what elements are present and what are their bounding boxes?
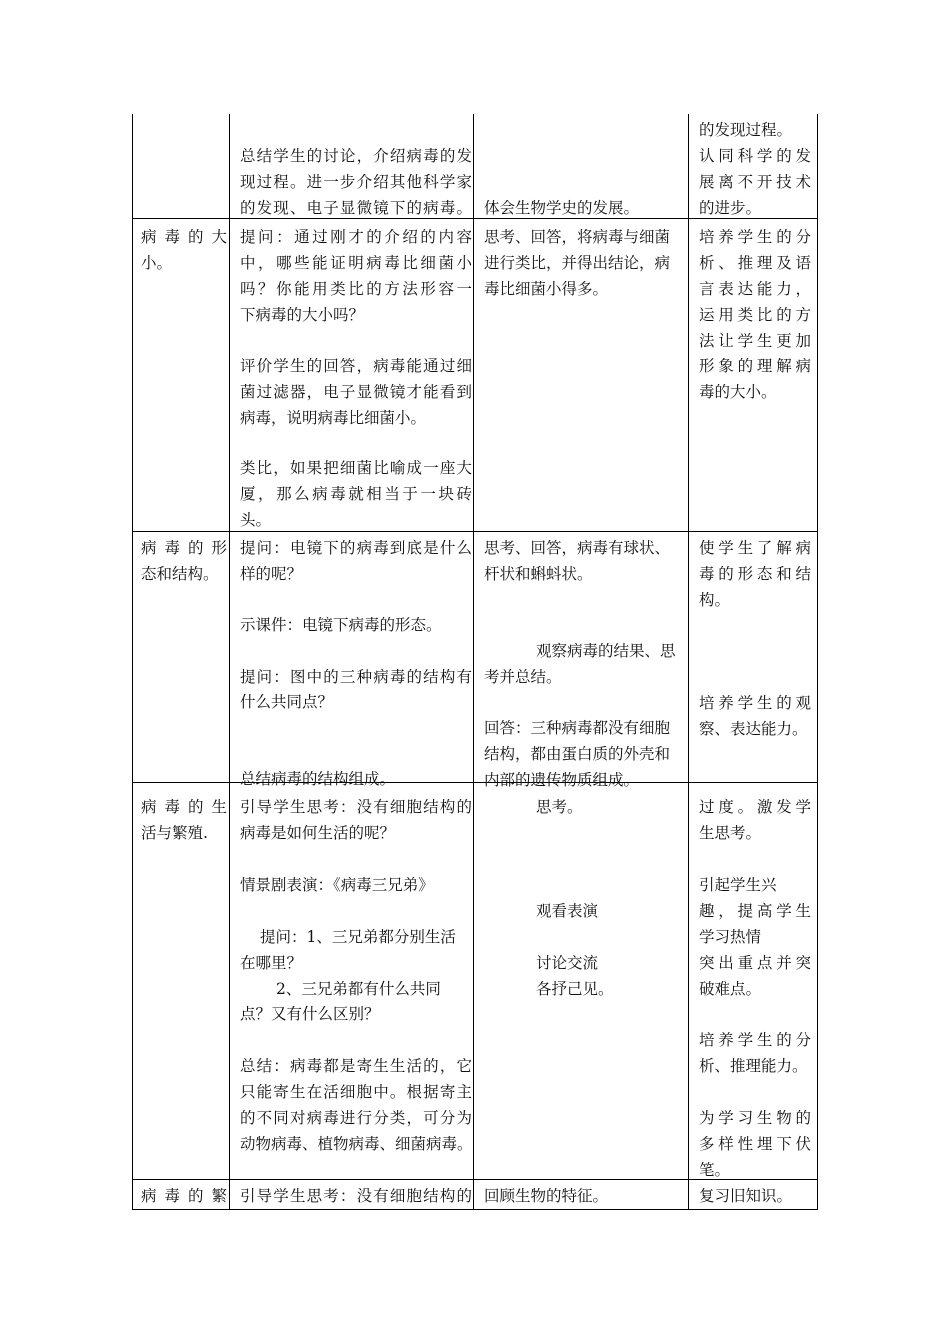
cell-text-line: 使学生了解病 bbox=[699, 539, 815, 557]
cell-text-line: 小。 bbox=[141, 254, 173, 272]
cell-text-line: 情景剧表演：《病毒三兄弟》 bbox=[240, 876, 434, 894]
cell-text-line: 言表达能力， bbox=[699, 280, 815, 298]
cell-text-line: 结构，都由蛋白质的外壳和 bbox=[484, 745, 671, 763]
cell-text-line: 杆状和蝌蚪状。 bbox=[484, 565, 593, 583]
cell-text-line: 活与繁殖. bbox=[141, 824, 208, 842]
cell-text-line: 复习旧知识。 bbox=[699, 1187, 793, 1205]
cell-text-line: 点？又有什么区别？ bbox=[240, 1005, 380, 1023]
cell-text-line: 总结病毒的结构组成。 bbox=[240, 770, 396, 788]
cell-text-line: 态和结构。 bbox=[141, 565, 219, 583]
cell-text-line: 样的呢？ bbox=[240, 565, 303, 583]
cell-text-line: 运用类比的方 bbox=[699, 306, 815, 324]
cell-text-line: 培养学生的分 bbox=[699, 228, 815, 246]
cell-text-line: 病毒，说明病毒比细菌小。 bbox=[240, 409, 427, 427]
cell-text-line: 析、推理及语 bbox=[699, 254, 815, 272]
cell-text-line: 2、三兄弟都有什么共同 bbox=[276, 980, 441, 998]
cell-text-line: 引导学生思考：没有细胞结构的 bbox=[240, 1187, 474, 1205]
cell-text-line: 思考、回答，将病毒与细菌 bbox=[484, 228, 671, 246]
cell-text-line: 示课件：电镜下病毒的形态。 bbox=[240, 616, 442, 634]
cell-text-line: 的发现、电子显微镜下的病毒。 bbox=[240, 199, 474, 217]
cell-text-line: 中，哪些能证明病毒比细菌小 bbox=[240, 254, 475, 272]
cell-text-line: 过度。激发学 bbox=[699, 798, 815, 816]
cell-text-line: 引导学生思考：没有细胞结构的 bbox=[240, 798, 474, 816]
cell-text-line: 破难点。 bbox=[699, 980, 762, 998]
cell-text-line: 的发现过程。 bbox=[699, 121, 793, 139]
cell-text-line: 多样性埋下伏 bbox=[699, 1135, 815, 1153]
cell-text-line: 提问：1、三兄弟都分别生活 bbox=[260, 928, 456, 946]
cell-text-line: 毒比细菌小得多。 bbox=[484, 280, 609, 298]
cell-text-line: 趣，提高学生 bbox=[699, 902, 815, 920]
cell-text-line: 病毒的大 bbox=[141, 228, 235, 246]
cell-text-line: 下病毒的大小吗？ bbox=[240, 306, 365, 324]
cell-text-line: 观看表演 bbox=[536, 902, 599, 920]
table-column-border bbox=[688, 114, 689, 1210]
cell-text-line: 观察病毒的结果、思 bbox=[536, 642, 676, 660]
cell-text-line: 思考。 bbox=[536, 798, 583, 816]
cell-text-line: 提问：电镜下的病毒到底是什么 bbox=[240, 539, 474, 557]
cell-text-line: 生思考。 bbox=[699, 824, 762, 842]
cell-text-line: 评价学生的回答，病毒能通过细 bbox=[240, 357, 474, 375]
table-row-border bbox=[133, 782, 818, 783]
cell-text-line: 病毒的繁 bbox=[141, 1187, 235, 1205]
cell-text-line: 考并总结。 bbox=[484, 668, 562, 686]
cell-text-line: 思考、回答，病毒有球状、 bbox=[484, 539, 671, 557]
cell-text-line: 内部的遗传物质组成。 bbox=[484, 771, 640, 789]
cell-text-line: 厦，那么病毒就相当于一块砖 bbox=[240, 485, 475, 503]
cell-text-line: 学习热情 bbox=[699, 928, 762, 946]
cell-text-line: 察、表达能力。 bbox=[699, 720, 808, 738]
cell-text-line: 提问：通过刚才的介绍的内容 bbox=[240, 228, 475, 246]
cell-text-line: 展离不开技术 bbox=[699, 173, 815, 191]
cell-text-line: 动物病毒、植物病毒、细菌病毒。 bbox=[240, 1135, 473, 1153]
cell-text-line: 的进步。 bbox=[699, 199, 762, 217]
lesson-plan-table bbox=[133, 114, 818, 1210]
cell-text-line: 什么共同点？ bbox=[240, 693, 334, 711]
cell-text-line: 笔。 bbox=[699, 1161, 731, 1179]
cell-text-line: 在哪里？ bbox=[240, 954, 303, 972]
table-row-border bbox=[133, 531, 818, 532]
cell-text-line: 讨论交流 bbox=[536, 954, 599, 972]
cell-text-line: 培养学生的分 bbox=[699, 1031, 815, 1049]
cell-text-line: 突出重点并突 bbox=[699, 954, 815, 972]
cell-text-line: 回顾生物的特征。 bbox=[484, 1187, 609, 1205]
cell-text-line: 构。 bbox=[699, 591, 731, 609]
cell-text-line: 总结：病毒都是寄生生活的，它 bbox=[240, 1057, 474, 1075]
cell-text-line: 吗？你能用类比的方法形容一 bbox=[240, 280, 475, 298]
cell-text-line: 菌过滤器，电子显微镜才能看到 bbox=[240, 383, 474, 401]
cell-text-line: 各抒己见。 bbox=[536, 980, 614, 998]
cell-text-line: 毒的形态和结 bbox=[699, 565, 815, 583]
cell-text-line: 只能寄生在活细胞中。根据寄主 bbox=[240, 1083, 474, 1101]
cell-text-line: 提问：图中的三种病毒的结构有 bbox=[240, 668, 474, 686]
cell-text-line: 进行类比，并得出结论，病 bbox=[484, 254, 671, 272]
cell-text-line: 病毒的形 bbox=[141, 539, 235, 557]
cell-text-line: 头。 bbox=[240, 511, 272, 529]
cell-text-line: 形象的理解病 bbox=[699, 357, 815, 375]
cell-text-line: 类比，如果把细菌比喻成一座大 bbox=[240, 459, 474, 477]
table-row-border bbox=[133, 1209, 818, 1210]
table-column-border bbox=[229, 114, 230, 1210]
cell-text-line: 毒的大小。 bbox=[699, 383, 777, 401]
cell-text-line: 培养学生的观 bbox=[699, 694, 815, 712]
cell-text-line: 回答：三种病毒都没有细胞 bbox=[484, 719, 671, 737]
cell-text-line: 现过程。进一步介绍其他科学家 bbox=[240, 173, 474, 191]
table-column-border bbox=[817, 114, 818, 1210]
cell-text-line: 法让学生更加 bbox=[699, 332, 815, 350]
table-column-border bbox=[132, 114, 133, 1210]
cell-text-line: 病毒的生 bbox=[141, 798, 235, 816]
cell-text-line: 体会生物学史的发展。 bbox=[484, 199, 640, 217]
cell-text-line: 为学习生物的 bbox=[699, 1109, 815, 1127]
cell-text-line: 病毒是如何生活的呢？ bbox=[240, 824, 396, 842]
cell-text-line: 总结学生的讨论，介绍病毒的发 bbox=[240, 147, 474, 165]
cell-text-line: 认同科学的发 bbox=[699, 147, 815, 165]
cell-text-line: 的不同对病毒进行分类，可分为 bbox=[240, 1109, 474, 1127]
cell-text-line: 引起学生兴 bbox=[699, 876, 777, 894]
cell-text-line: 析、推理能力。 bbox=[699, 1057, 808, 1075]
